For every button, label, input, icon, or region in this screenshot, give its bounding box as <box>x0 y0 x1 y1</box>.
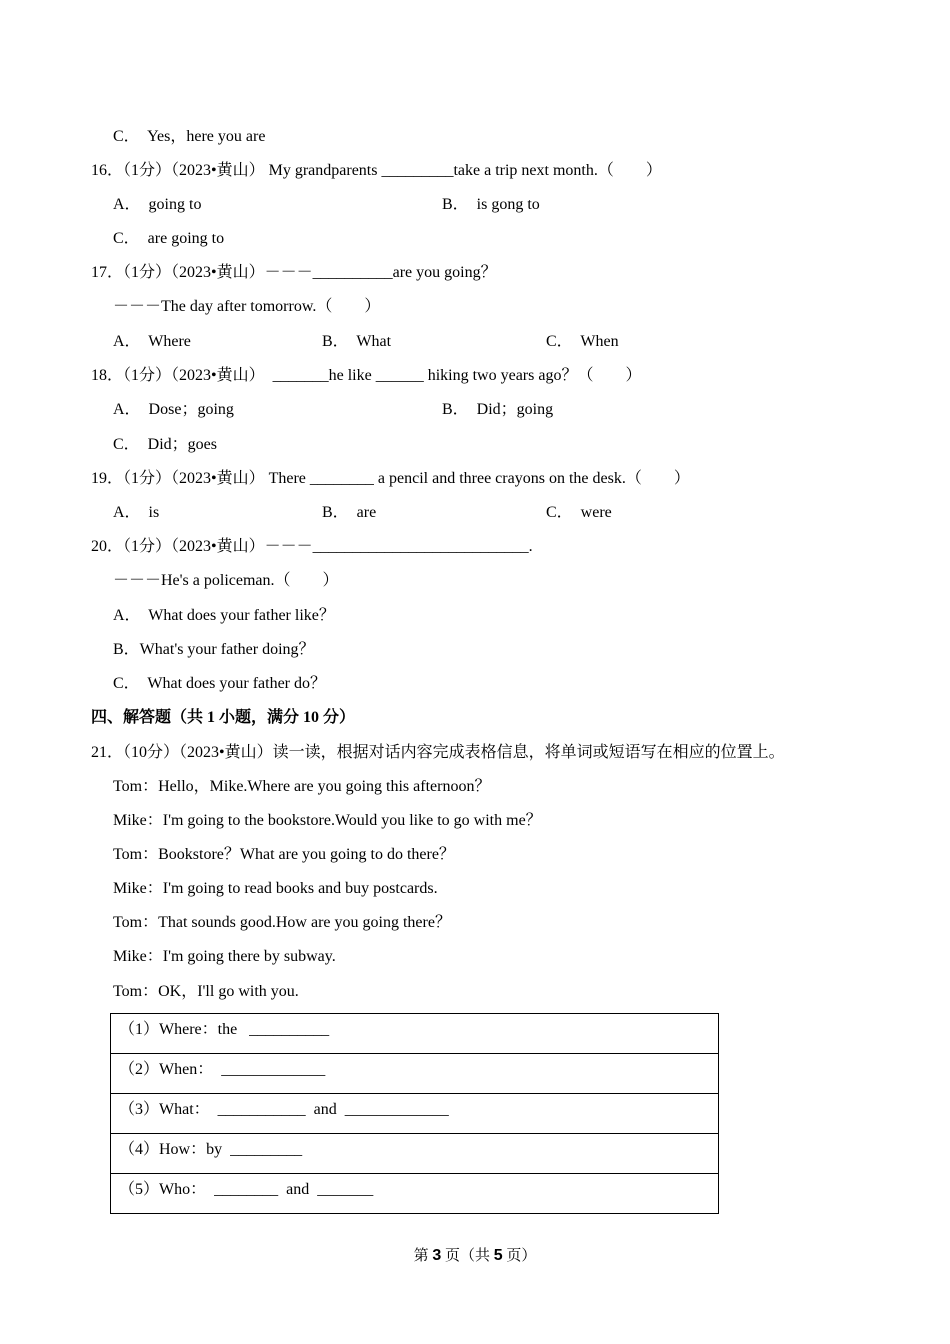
q20-option-a: A． What does your father like？ <box>113 607 335 624</box>
q17-option-b: B． What <box>322 333 392 350</box>
q20-response: －－－He's a policeman.（ ） <box>113 572 339 589</box>
q18-option-c: C． Did；goes <box>113 436 218 453</box>
dialogue-line: Mike：I'm going there by subway. <box>113 948 336 965</box>
q19-stem: 19．（1分）（2023•黄山） There ________ a pencil and three crayons on the desk.（ ） <box>91 470 690 487</box>
dialogue-line: Tom：Bookstore？What are you going to do there？ <box>113 846 455 863</box>
footer-suffix: 页） <box>502 1248 537 1264</box>
dialogue-line: Tom：Hello，Mike.Where are you going this afternoon？ <box>113 778 491 795</box>
footer-prefix: 第 <box>413 1248 433 1264</box>
q16-stem: 16．（1分）（2023•黄山） My grandparents _________take a trip next month.（ ） <box>91 162 662 179</box>
q17-response: －－－The day after tomorrow.（ ） <box>113 298 381 315</box>
q15-option-c: C． Yes，here you are <box>113 128 266 145</box>
section-4-heading: 四、解答题（共 1 小题，满分 10 分） <box>91 709 356 726</box>
answer-table <box>110 1013 719 1214</box>
q18-option-b: B． Did；going <box>442 401 554 418</box>
q19-option-a: A． is <box>113 504 160 521</box>
dialogue-line: Tom：That sounds good.How are you going there？ <box>113 914 451 931</box>
q20-option-b: B．What's your father doing？ <box>113 641 315 658</box>
dialogue-line: Mike：I'm going to read books and buy postcards. <box>113 880 438 897</box>
current-page-number: 3 <box>432 1247 442 1264</box>
total-pages-number: 5 <box>493 1247 503 1264</box>
q16-option-a: A． going to <box>113 196 202 213</box>
q17-option-c: C． When <box>546 333 619 350</box>
page-footer <box>0 1244 950 1265</box>
q16-option-b: B． is gong to <box>442 196 540 213</box>
q17-stem: 17．（1分）（2023•黄山）－－－__________are you going？ <box>91 264 497 281</box>
answer-row-who[interactable]: （5）Who： ________ and _______ <box>111 1174 719 1214</box>
q20-option-c: C． What does your father do？ <box>113 675 326 692</box>
answer-row-where[interactable]: （1）Where：the __________ <box>111 1014 719 1054</box>
q16-option-c: C． are going to <box>113 230 225 247</box>
dialogue-line: Tom：OK，I'll go with you. <box>113 983 299 1000</box>
q19-option-b: B． are <box>322 504 377 521</box>
q18-stem: 18．（1分）（2023•黄山） _______he like ______ hiking two years ago？（ ） <box>91 367 642 384</box>
answer-row-when[interactable]: （2）When： _____________ <box>111 1054 719 1094</box>
q17-option-a: A． Where <box>113 333 191 350</box>
q20-stem: 20．（1分）（2023•黄山）－－－___________________________. <box>91 538 533 555</box>
q18-option-a: A． Dose；going <box>113 401 234 418</box>
dialogue-line: Mike：I'm going to the bookstore.Would you like to go with me？ <box>113 812 542 829</box>
footer-middle: 页（共 <box>441 1248 494 1264</box>
answer-row-how[interactable]: （4）How：by _________ <box>111 1134 719 1174</box>
q19-option-c: C． were <box>546 504 612 521</box>
answer-row-what[interactable]: （3）What： ___________ and _____________ <box>111 1094 719 1134</box>
q21-stem: 21．（10分）（2023•黄山）读一读，根据对话内容完成表格信息，将单词或短语写在相应的位置上。 <box>91 744 785 761</box>
